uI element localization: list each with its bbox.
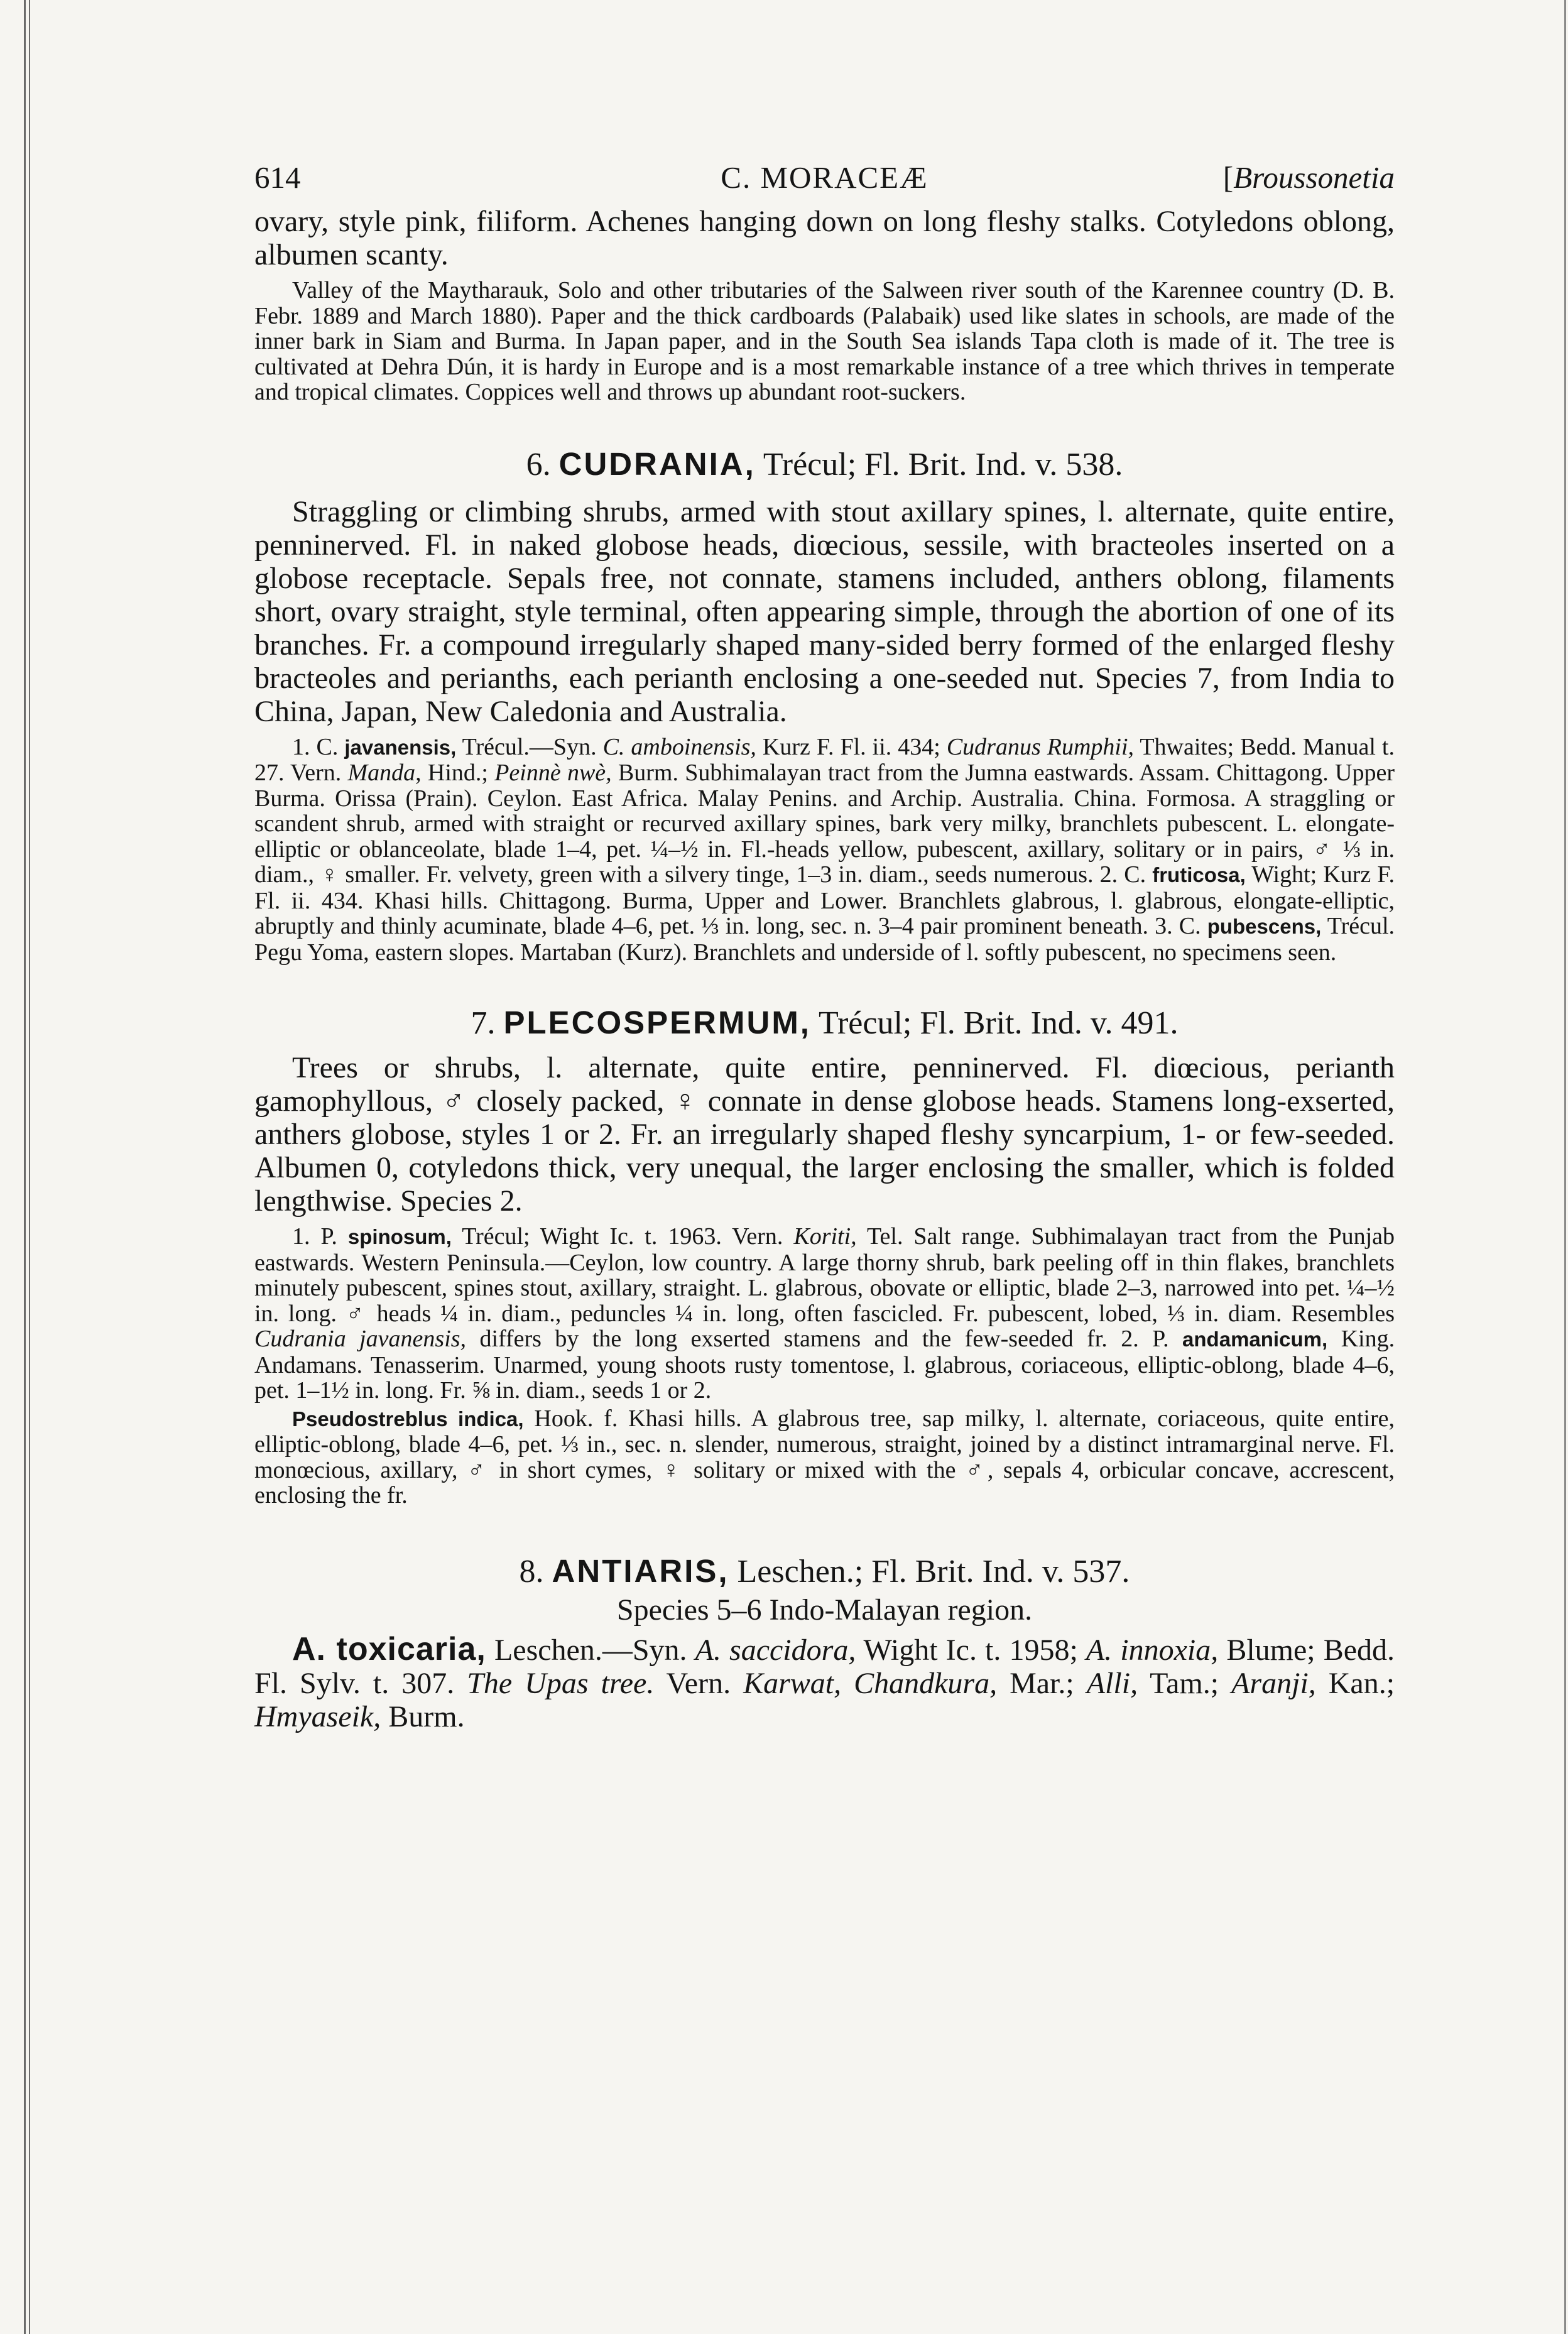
synonym: A. innoxia, (1086, 1633, 1219, 1667)
synonym: C. amboinensis, (602, 733, 756, 760)
cudrania-description: Straggling or climbing shrubs, armed with stout axillary spines, l. alternate, quite entire, penninerved. Fl. in naked globose heads, diœcious, sessile, with bracteoles inserted on a globose receptacle. Sepals free, not connate, stamens included, anthers oblong, filaments short, ovary straight, style terminal, often appearing simple, through the abortion of one of its branches. Fr. a compound irregularly shaped many-sided berry formed of the enlarged fleshy bracteoles and perianths, each perianth enclosing a one-seeded nut. Species 7, from India to China, Japan, New Caledonia and Australia. (254, 494, 1395, 728)
binding-edge-line (24, 0, 26, 2334)
plecospermum-description: Trees or shrubs, l. alternate, quite entire, penninerved. Fl. diœcious, perianth gamophyllous, ♂ closely packed, ♀ connate in dense globose heads. Stamens long-exserted, anthers globose, styles 1 or 2. Fr. an irregularly shaped fleshy syncarpium, 1- or few-seeded. Albumen 0, cotyledons thick, very unequal, the larger enclosing the smaller, which is folded lengthwise. Species 2. (254, 1051, 1395, 1218)
language-text: Kan.; (1328, 1666, 1395, 1700)
genus-citation: Trécul; Fl. Brit. Ind. v. 491. (819, 1005, 1179, 1041)
species-number: 1. P. (292, 1223, 337, 1250)
broussonetia-note: Valley of the Maytharauk, Solo and other tributaries of the Salween river south of the Karennee country (D. B. Febr. 1889 and March 1880). Paper and the thick cardboards (Palabaik) used like slates in schools, are made of the inner bark in Siam and Burma. In Japan paper, and in the South Sea islands Tapa cloth is made of it. The tree is cultivated at Dehra Dún, it is hardy in Europe and is a most remarkable instance of a tree which thrives in temperate and tropical climates. Coppices well and throws up abundant root-suckers. (254, 277, 1395, 405)
page-number: 614 (254, 160, 301, 195)
species-number: 1. C. (292, 733, 339, 760)
species-name: javanensis, (344, 735, 457, 759)
genus-citation: Trécul; Fl. Brit. Ind. v. 538. (763, 446, 1123, 483)
vern-label: Vern. (666, 1666, 731, 1700)
vernacular-name: Karwat, Chandkura, (743, 1666, 998, 1700)
authority-text: Trécul.—Syn. (462, 733, 597, 760)
genus-heading-antiaris (254, 1552, 1395, 1591)
antiaris-species-note: Species 5–6 Indo-Malayan region. (616, 1593, 1033, 1627)
vernacular-name: Peinnè nwè, (494, 760, 612, 786)
species-name: Pseudostreblus indica, (292, 1407, 524, 1431)
plecospermum-species-notes (254, 1224, 1395, 1404)
vernacular-name: Koriti, (793, 1223, 857, 1250)
reference-text: Wight Ic. t. 1958; (863, 1633, 1078, 1667)
vernacular-name: Hmyaseik, (254, 1699, 381, 1733)
antiaris-toxicaria-entry (254, 1630, 1395, 1733)
authority-text: Trécul; Wight Ic. t. 1963. Vern. (462, 1223, 783, 1250)
synonym: A. saccidora, (695, 1633, 856, 1667)
species-number: 2. P. (1121, 1326, 1169, 1352)
intro-lead-text: ovary, style pink, filiform. Achenes hanging down on long fleshy stalks. Cotyledons oblong, albumen scanty. (254, 205, 1395, 271)
genus-heading-plecospermum (254, 1004, 1395, 1042)
cudrania-species-notes (254, 734, 1395, 966)
species-description: Burm. Subhimalayan tract from the Jumna eastwards. Assam. Chittagong. Upper Burma. Orissa (Prain). Ceylon. East Africa. Malay Penins. and Archip. Australia. China. Formosa. A straggling or scandent shrub, armed with straight or recurved axillary spines, bark very milky, branchlets pubescent. L. elongate-elliptic or oblanceolate, blade 1–4, pet. ¼–½ in. Fl.-heads yellow, pubescent, axillary, solitary or in pairs, ♂ ⅓ in. diam., ♀ smaller. Fr. velvety, green with a silvery tinge, 1–3 in. diam., seeds numerous. (254, 760, 1395, 888)
species-name: pubescens, (1207, 915, 1322, 938)
reference-text: Thwaites; Bedd. Manual t. 27. Vern. (254, 733, 1395, 786)
species-name: fruticosa, (1152, 863, 1246, 886)
running-header (254, 155, 1395, 205)
genus-name: Broussonetia (1233, 160, 1395, 195)
species-description: Hook. f. Khasi hills. A glabrous tree, sap milky, l. alternate, coriaceous, quite entire, elliptic-oblong, blade 4–6, pet. ⅓ in., sec. n. slender, numerous, straight, joined by a distinct intramarginal nerve. Fl. monœcious, axillary, ♂ in short cymes, ♀ solitary or mixed with the ♂, sepals 4, orbicular concave, accrescent, enclosing the fr. (254, 1405, 1395, 1508)
page-right-edge (1564, 0, 1566, 2334)
genus-number: 6. (526, 446, 551, 483)
species-number: 2. C. (1099, 861, 1146, 888)
reference-text: Blume; Bedd. Fl. Sylv. t. 307. (254, 1633, 1395, 1700)
genus-citation: Leschen.; Fl. Brit. Ind. v. 537. (737, 1553, 1130, 1590)
binding-edge-line-2 (29, 0, 30, 2334)
genus-bracket: [ (1222, 160, 1234, 195)
genus-name: ANTIARIS, (552, 1552, 729, 1589)
language-text: Hind.; (427, 760, 488, 786)
genus-name: PLECOSPERMUM, (503, 1005, 811, 1040)
language-text: Mar.; (1010, 1666, 1074, 1700)
species-name: andamanicum, (1182, 1328, 1328, 1351)
genus-number: 7. (471, 1005, 496, 1041)
family-title: C. MORACEÆ (721, 160, 928, 195)
reference-text: Kurz F. Fl. ii. 434; (762, 733, 940, 760)
pseudostreblus-note (254, 1406, 1395, 1508)
genus-name: CUDRANIA, (558, 445, 756, 482)
compared-species: Cudrania javanensis, (254, 1326, 467, 1352)
language-text: Tam.; (1150, 1666, 1219, 1700)
authority-text: Leschen.—Syn. (494, 1633, 687, 1667)
species-description: Tel. Salt range. Subhimalayan tract from the Punjab eastwards. Western Peninsula.—Ceylon, low country. A large thorny shrub, bark peeling off in thin flakes, branchlets minutely pubescent, spines stout, axillary, straight. L. glabrous, obovate or elliptic, blade 2–3, narrowed into pet. ¼–½ in. long. ♂ heads ¼ in. diam., peduncles ¼ in. long, often fascicled. Fr. pubescent, lobed, ⅓ in. diam. Resembles (254, 1223, 1395, 1327)
vernacular-name: Alli, (1086, 1666, 1138, 1700)
species-name: spinosum, (347, 1225, 452, 1248)
genus-heading-cudrania (254, 445, 1395, 484)
language-text: Burm. (388, 1699, 465, 1733)
genus-running-title (1223, 160, 1395, 195)
synonym: Cudranus Rumphii, (946, 733, 1134, 760)
species-number: 3. C. (1155, 913, 1201, 939)
genus-number: 8. (519, 1553, 544, 1590)
common-name: The Upas tree. (467, 1666, 655, 1700)
species-description: King. Andamans. Tenasserim. Unarmed, young shoots rusty tomentose, l. glabrous, coriaceous, elliptic-oblong, blade 4–6, pet. 1–1½ in. long. Fr. ⅝ in. diam., seeds 1 or 2. (254, 1326, 1395, 1404)
vernacular-name: Aranji, (1231, 1666, 1316, 1700)
species-description: differs by the long exserted stamens and the few-seeded fr. (479, 1326, 1108, 1352)
vernacular-name: Manda, (347, 760, 422, 786)
species-description: Wight; Kurz F. Fl. ii. 434. Khasi hills. Chittagong. Burma, Upper and Lower. Branchlets glabrous, l. glabrous, elongate-elliptic, abruptly and thinly acuminate, blade 4–6, pet. ⅓ in. long, sec. n. 3–4 pair prominent beneath. (254, 861, 1395, 939)
species-description: Trécul. Pegu Yoma, eastern slopes. Martaban (Kurz). Branchlets and underside of l. softly pubescent, no specimens seen. (254, 913, 1395, 966)
species-name: A. toxicaria, (292, 1630, 486, 1667)
page-content (254, 155, 1395, 1733)
